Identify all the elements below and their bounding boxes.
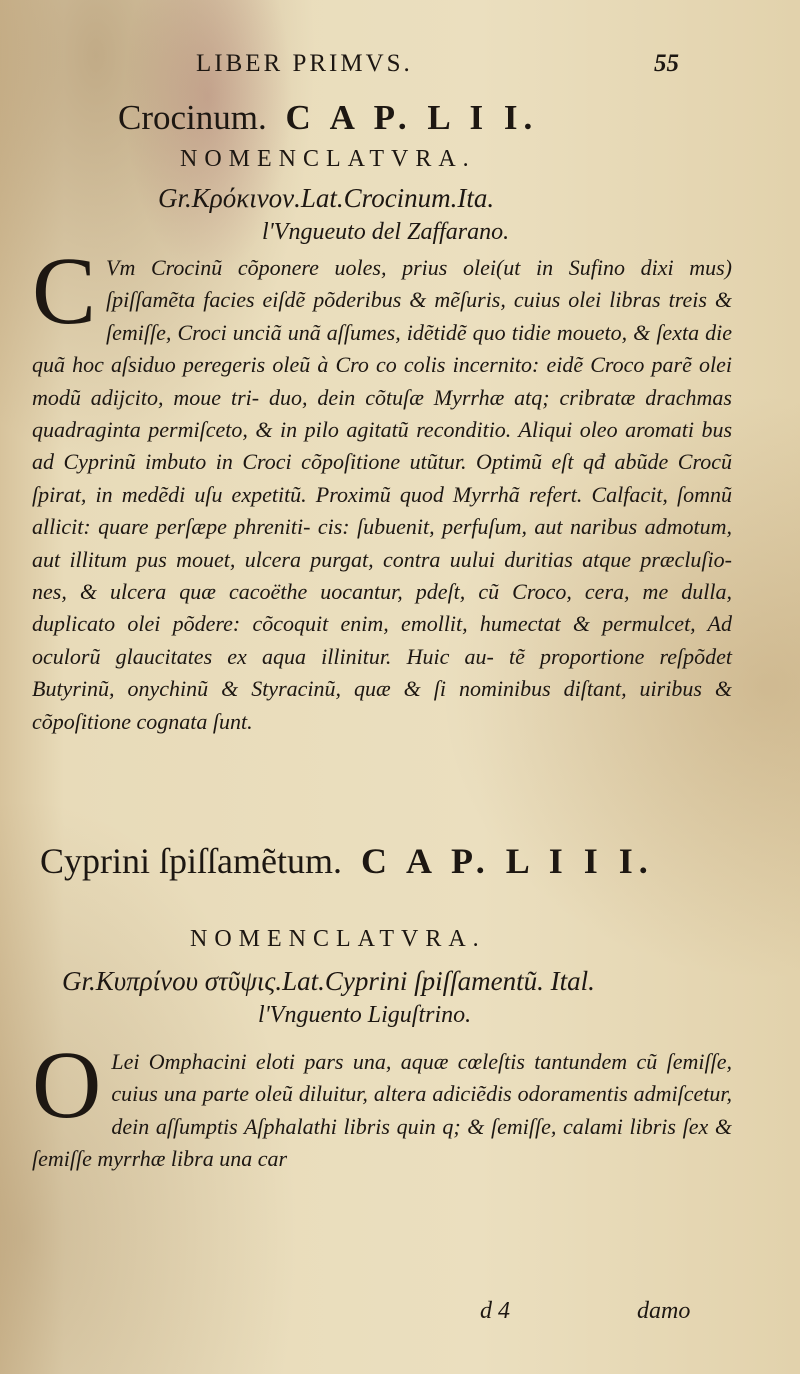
chapter-52-italian-name: l'Vngueuto del Zaffarano. bbox=[262, 219, 510, 245]
page-header bbox=[0, 50, 800, 90]
chapter-53-synonyms: Gr.Κυπρίνου στῦψις.Lat.Cyprini ſpiſſamentũ. Ital. bbox=[62, 966, 595, 996]
signature-mark: d 4 bbox=[480, 1298, 510, 1324]
chapter-53-heading bbox=[40, 840, 654, 882]
chapter-52-nomenclatura: NOMENCLATVRA. bbox=[180, 146, 476, 172]
chapter-53-text: Lei Omphacini eloti pars una, aquæ cœleſtis tantundem cũ ſemiſſe, cuius una parte oleũ diluitur, altera adiciẽdis odoramentis admiſcetur, dein aſſumptis Aſphalathi libris quin q; & ſemiſſe, calami libris ſex & ſemiſſe myrrhæ libra una car bbox=[32, 1049, 732, 1172]
page-number: 55 bbox=[654, 50, 679, 77]
chapter-53-dropcap: O bbox=[32, 1031, 102, 1138]
chapter-52-title: Crocinum. bbox=[118, 98, 267, 137]
chapter-52-synonyms: Gr.Κρόκινον.Lat.Crocinum.Ita. bbox=[158, 183, 495, 213]
chapter-53-italian-name: l'Vnguento Liguſtrino. bbox=[258, 1002, 472, 1028]
chapter-52-number: C A P. L I I. bbox=[285, 98, 539, 137]
chapter-53-nomenclatura: NOMENCLATVRA. bbox=[190, 926, 486, 952]
chapter-53-title: Cyprini ſpiſſamẽtum. bbox=[40, 841, 342, 881]
chapter-52-heading bbox=[118, 98, 538, 138]
running-title: LIBER PRIMVS. bbox=[196, 50, 413, 77]
chapter-52-dropcap: C bbox=[32, 237, 97, 344]
chapter-53-number: C A P. L I I I. bbox=[360, 841, 654, 881]
chapter-52-text: Vm Crocinũ cõponere uoles, prius olei(ut in Sufino dixi mus) ſpiſſamẽta facies eiſdẽ põderibus & mẽſuris, cuius olei libras treis & ſemiſſe, Croci unciã unã aſſumes, idẽtidẽ quo tidie moueto, & ſexta die quã hoc aſsiduo peregeris oleũ à Cro co colis incernito: eidẽ Croco parẽ olei modũ adijcito, moue tri- duo, dein cõtuſæ Myrrhæ atq; cribratæ drachmas quadraginta permiſceto, & in pilo agitatũ reconditio. Aliqui oleo aromati bus ad Cyprinũ imbuto in Croci cõpoſitione utũtur. Optimũ eſt qđ abũde Crocũ ſpirat, in medẽdi uſu expetitũ. Proximũ quod Myrrhã refert. Calfacit, ſomnũ allicit: quare perſæpe phreniti- cis: ſubuenit, perfuſum, aut naribus admotum, aut illitum pus mouet, ulcera purgat, contra uului duritias atque præcluſio- nes, & ulcera quæ cacoëthe uocantur, pdeſt, cũ Croco, cera, me dulla, duplicato olei põdere: cõcoquit enim, emollit, humectat & permulcet, Ad oculorũ glaucitates ex aqua illinitur. Huic au- tẽ proportione reſpõdet Butyrinũ, onychinũ & Styracinũ, quæ & ſi nominibus diſtant, uiribus & cõpoſitione cognata ſunt. bbox=[32, 255, 732, 734]
chapter-53-body bbox=[32, 1031, 732, 1176]
catchword: damo bbox=[637, 1298, 691, 1324]
chapter-52-body bbox=[32, 237, 732, 738]
